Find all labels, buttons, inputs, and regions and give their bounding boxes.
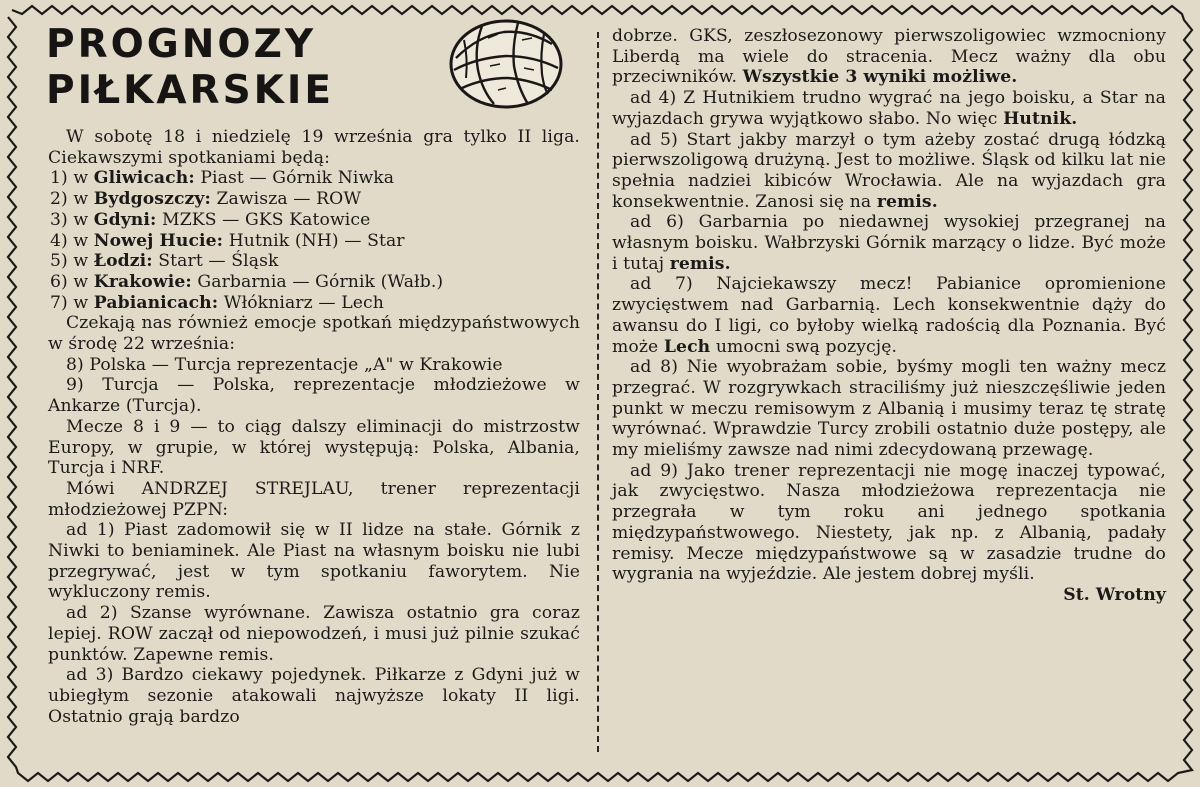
match-teams: Zawisza — ROW <box>216 189 362 210</box>
international-intro: Czekają nas również emocje spotkań międzypaństwowych w środę 22 września: <box>48 313 580 355</box>
match-9: 9) Turcja — Polska, reprezentacje młodzieżowe w Ankarze (Turcja). <box>48 375 580 417</box>
match-number: 6) w <box>50 271 89 292</box>
prediction-ad4 <box>612 88 1166 129</box>
ad5-verdict: remis. <box>876 191 938 212</box>
match-number: 1) w <box>50 168 89 189</box>
title-line-2: PIŁKARSKIE <box>46 68 335 113</box>
left-column <box>48 127 580 727</box>
match-list-item <box>48 168 580 189</box>
prediction-ad1: ad 1) Piast zadomowił się w II lidze na stałe. Górnik z Niwki to beniaminek. Ale Piast na własnym boisku nie lubi przegrywać, jest w tym spotkaniu faworytem. Nie wykluczony remis. <box>48 520 580 603</box>
ad7-verdict: Lech <box>663 336 711 357</box>
match-teams: Piast — Górnik Niwka <box>200 168 395 189</box>
match-city: Łodzi: <box>93 251 153 272</box>
author-signature: St. Wrotny <box>1063 584 1166 605</box>
ad4-verdict: Hutnik. <box>1003 108 1078 129</box>
prediction-ad2: ad 2) Szanse wyrównane. Zawisza ostatnio gra coraz lepiej. ROW zaczął od niepowodzeń, i musi już pilnie szukać punktów. Zapewne remis. <box>48 603 580 665</box>
prediction-ad3: ad 3) Bardzo ciekawy pojedynek. Piłkarze z Gdyni już w ubiegłym sezonie atakowali najwyższe lokaty II ligi. Ostatnio grają bardzo <box>48 665 580 727</box>
coach-intro: Mówi ANDRZEJ STREJLAU, trener reprezentacji młodzieżowej PZPN: <box>48 478 580 520</box>
ad6-text: ad 6) Garbarnia po niedawnej wysokiej przegranej na własnym boisku. Wałbrzyski Górnik marzący o lidze. Być może i tutaj <box>612 212 1166 274</box>
match-city: Pabianicach: <box>93 292 219 313</box>
match-list-item <box>48 189 580 210</box>
ad5-text: ad 5) Start jakby marzył o tym ażeby zostać drugą łódzką pierwszoligową drużyną. Jest to możliwe. Śląsk od kilku lat nie spełnia nadziei kibiców Wrocławia. Ale na wyjazdach gra konsekwentnie. Zanosi się na <box>612 129 1166 212</box>
prediction-ad5 <box>612 130 1166 213</box>
match-number: 5) w <box>50 251 89 272</box>
match-teams: MZKS — GKS Katowice <box>162 209 371 230</box>
title-line-1: PROGNOZY <box>46 22 317 67</box>
prediction-ad6 <box>612 212 1166 274</box>
match-number: 4) w <box>50 230 89 251</box>
match-number: 3) w <box>50 209 89 230</box>
qualifiers-paragraph: Mecze 8 i 9 — to ciąg dalszy eliminacji do mistrzostw Europy, w grupie, w której występują: Polska, Albania, Turcja i NRF. <box>48 416 580 479</box>
article-title <box>46 22 334 114</box>
right-column <box>612 26 1166 606</box>
match-list-item <box>48 210 580 231</box>
prediction-ad9: ad 9) Jako trener reprezentacji nie mogę inaczej typować, jak zwycięstwo. Nasza młodzieżowa reprezentacja nie przegrała w tym roku ani jednego spotkania międzypaństwowego. Niestety, jak np. z Albanią, padały remisy. Mecze międzypaństwowe są w zasadzie trudne do wygrania na wyjeździe. Ale jestem dobrej myśli. <box>612 460 1166 585</box>
match-city: Gdyni: <box>93 209 157 230</box>
match-teams: Garbarnia — Górnik (Wałb.) <box>197 271 444 292</box>
ad6-verdict: remis. <box>669 253 731 274</box>
ad7-end: umocni swą pozycję. <box>715 336 898 357</box>
match-list-item <box>48 251 580 272</box>
football-icon <box>448 18 564 110</box>
ad4-text: ad 4) Z Hutnikiem trudno wygrać na jego boisku, a Star na wyjazdach grywa wyjątkowo słabo. No więc <box>612 88 1166 129</box>
match-list-item <box>48 293 580 314</box>
intro-paragraph: W sobotę 18 i niedzielę 19 września gra tylko II liga. Ciekawszymi spotkaniami będą: <box>48 127 580 168</box>
match-8: 8) Polska — Turcja reprezentacje „A" w Krakowie <box>66 354 503 375</box>
match-number: 7) w <box>50 292 89 313</box>
match-city: Nowej Hucie: <box>93 230 224 251</box>
prediction-ad8: ad 8) Nie wyobrażam sobie, byśmy mogli ten ważny mecz przegrać. W rozgrywkach straciliśmy już nieszczęśliwie jeden punkt w meczu remisowym z Albanią i musimy teraz tę stratę wyrównać. Wprawdzie Turcy zrobili ostatnio duże postępy, ale my mieliśmy zawsze nad nimi zdecydowaną przewagę. <box>612 357 1166 461</box>
match-list <box>48 168 580 313</box>
match-list-item <box>48 272 580 293</box>
column-divider <box>597 32 599 752</box>
match-list-item <box>48 231 580 252</box>
ad7-text: ad 7) Najciekawszy mecz! Pabianice opromienione zwycięstwem nad Garbarnią. Lech konsekwentnie dąży do awansu do I ligi, co byłoby wielką radością dla Poznania. Być może <box>612 274 1166 357</box>
match-city: Gliwicach: <box>93 168 195 189</box>
ad3-verdict: Wszystkie 3 wyniki możliwe. <box>742 67 1018 88</box>
match-teams: Hutnik (NH) — Star <box>228 230 405 251</box>
match-teams: Włókniarz — Lech <box>223 292 384 313</box>
ad3-text: dobrze. GKS, zeszłosezonowy pierwszoligowiec wzmocniony Liberdą ma wiele do stracenia. Mecz ważny dla obu przeciwników. <box>612 26 1166 88</box>
prediction-ad3-continued <box>612 26 1166 88</box>
match-number: 2) w <box>50 189 89 210</box>
match-city: Krakowie: <box>93 271 192 292</box>
prediction-ad7 <box>612 274 1166 357</box>
match-city: Bydgoszczy: <box>93 189 211 210</box>
match-teams: Start — Śląsk <box>158 251 279 272</box>
